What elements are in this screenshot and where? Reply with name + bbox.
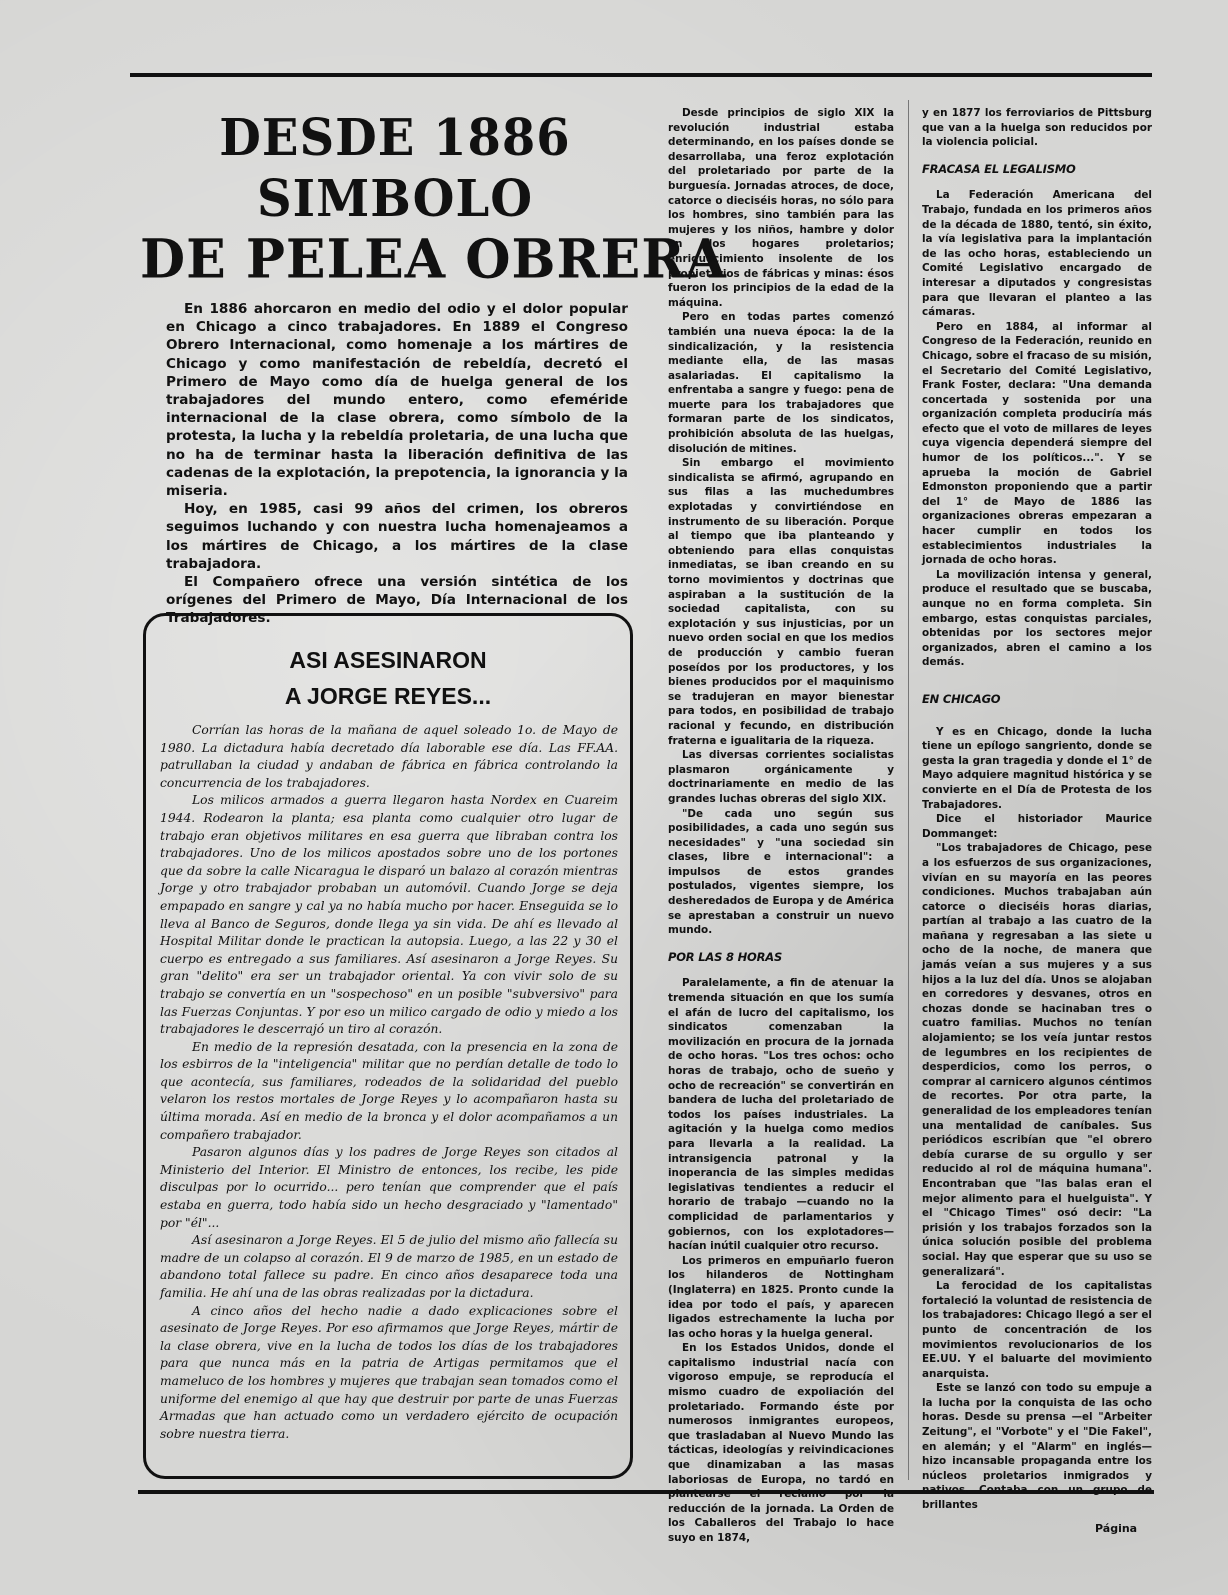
box-title: [143, 642, 633, 714]
column-divider: [908, 100, 909, 1480]
column-paragraph: Las diversas corrientes socialistas plasmaron orgánicamente y doctrinariamente en medio de las grandes luchas obreras del siglo XIX.: [668, 749, 894, 805]
section-heading: FRACASA EL LEGALISMO: [922, 161, 1076, 176]
headline-line: DESDE 1886: [219, 108, 571, 168]
headline-line: SIMBOLO: [256, 169, 534, 229]
column-paragraph: "De cada uno según sus posibilidades, a cada uno según sus necesidades" y "una sociedad sin clases, libre e internacional": a impulsos de estos grandes postulados, vigentes siempre, los desheredados de Europa y de América se aprestaban a construir un nuevo mundo.: [668, 807, 894, 937]
intro-paragraph: En 1886 ahorcaron en medio del odio y el dolor popular en Chicago a cinco trabajadores. En 1889 el Congreso Obrero Internacional, como homenaje a los mártires de Chicago y como manifestación de rebeldía, decretó el Primero de Mayo como día de huelga general de los trabajadores del mundo entero, como efeméride internacional de la clase obrera, como símbolo de la protesta, la lucha y la rebeldía proletaria, de una lucha que no ha de terminar hasta la liberación definitiva de las cadenas de la explotación, la prepotencia, la ignorancia y la miseria.: [166, 301, 628, 500]
column-paragraph: Pero en 1884, al informar al Congreso de la Federación, reunido en Chicago, sobre el fracaso de su misión, el Secretario del Comité Legislativo, Frank Foster, declara: "Una demanda concertada y sostenida por una organización completa produciría más efecto que el voto de millares de leyes cuya vigencia dependerá siempre del humor de los políticos...". Y se aprueba la moción de Gabriel Edmonston proponiendo que a partir del 1° de Mayo de 1886 las organizaciones obreras empezaran a hacer cumplir en todos los establecimientos industriales la jornada de ocho horas.: [922, 320, 1152, 567]
intro-paragraph: El Compañero ofrece una versión sintética de los orígenes del Primero de Mayo, Día Internacional de los Trabajadores.: [166, 574, 628, 627]
box-title-line: ASI ASESINARON: [289, 647, 487, 673]
column-paragraph: La movilización intensa y general, produce el resultado que se buscaba, aunque no en forma completa. Sin embargo, estas conquistas parciales, obtenidas por los sectores mejor organizados, abren el camino a los demás.: [922, 568, 1152, 669]
box-paragraph: A cinco años del hecho nadie a dado explicaciones sobre el asesinato de Jorge Reyes. Por eso afirmamos que Jorge Reyes, mártir de la clase obrera, vive en la lucha de todos los días de los trabajadores para que nunca más en la patria de Artigas permitamos que el mameluco de los hombres y mujeres que trabajan sean tomados como el uniforme del enemigo al que hay que destruir por parte de unas Fuerzas Armadas que han actuado como un verdadero ejército de ocupación sobre nuestra tierra.: [160, 1303, 618, 1441]
intro-lead: [166, 300, 628, 628]
article-column-2: [668, 106, 894, 1546]
section-heading: POR LAS 8 HORAS: [668, 949, 783, 964]
column-paragraph: Desde principios de siglo XIX la revolución industrial estaba determinando, en los países donde se desarrollaba, una feroz explotación del proletariado por parte de la burguesía. Jornadas atroces, de doce, catorce o dieciséis horas, no sólo para los hombres, sino también para las mujeres y los niños, hambre y dolor en los hogares proletarios; enriquecimiento insolente de los propietarios de fábricas y minas: ésos fueron los principios de la edad de la máquina.: [668, 107, 894, 309]
column-paragraph: Este se lanzó con todo su empuje a la lucha por la conquista de las ocho horas. Desde su prensa —el "Arbeiter Zeitung", el "Vorbote" y el "Die Fakel", en alemán; y el "Alarm" en inglés— hizo incansable propaganda entre los núcleos proletarios inmigrados y nativos. Contaba con un grupo de brillantes: [922, 1382, 1152, 1512]
box-paragraph: Los milicos armados a guerra llegaron hasta Nordex en Cuareim 1944. Rodearon la planta; esa planta como cualquier otro lugar de trabajo eran objetivos militares en esa guerra que libraban contra los trabajadores. Uno de los milicos apostados sobre uno de los portones que da sobre la calle Nicaragua le disparó un balazo al corazón mientras Jorge y otro trabajador probaban un automóvil. Cuando Jorge se deja empapado en sangre y cal ya no había mucho por hacer. Enseguida se lo lleva al Banco de Seguros, donde llega ya sin vida. De ahí es llevado al Hospital Militar donde le practican la autopsia. Luego, a las 22 y 30 el cuerpo es entregado a sus familiares. Así asesinaron a Jorge Reyes. Su gran "delito" era ser un trabajador oriental. Ya con vivir solo de su trabajo se convertía en un "sospechoso" en un posible "subversivo" para las Fuerzas Conjuntas. Y por eso un milico cargado de odio y miedo a los trabajadores le descerrajó un tiro al corazón.: [160, 793, 618, 1037]
column-paragraph: Los primeros en empuñarlo fueron los hilanderos de Nottingham (Inglaterra) en 1825. Pronto cunde la idea por todo el país, y aparecen ligados estrechamente la lucha por las ocho horas y la huelga general.: [668, 1254, 894, 1340]
box-paragraph: Así asesinaron a Jorge Reyes. El 5 de julio del mismo año fallecía su madre de un colapso al corazón. El 9 de marzo de 1985, en un estado de abandono total fallece su padre. En cinco años desaparece toda una familia. He ahí una de las obras realizadas por la dictadura.: [160, 1233, 618, 1300]
column-paragraph: "Los trabajadores de Chicago, pese a los esfuerzos de sus organizaciones, vivían en su mayoría en las peores condiciones. Muchos trabajaban aún catorce o dieciséis horas diarias, partían al trabajo a las cuatro de la mañana y regresaban a las siete u ocho de la noche, de manera que jamás veían a sus mujeres y a sus hijos a la luz del día. Unos se alojaban en corredores y desvanes, otros en chozas donde se hacinaban tres o cuatro familias. Muchos no tenían alojamiento; se los veía juntar restos de legumbres en los recipientes de desperdicios, como los perros, o comprar al carnicero algunos céntimos de recortes. Por otra parte, la generalidad de los empleadores tenían una mentalidad de caníbales. Sus periódicos escribían que "el obrero debía curarse de su orgullo y ser reducido al rol de máquina humana". Encontraban que "las balas eran el mejor alimento para el huelguista". Y el "Chicago Times" osó decir: "La prisión y los trabajos forzados son la única solución posible del problema social. Hay que esperar que su uso se generalizará".: [922, 842, 1152, 1278]
article-column-3: [922, 106, 1152, 1513]
box-article: [160, 722, 618, 1443]
box-paragraph: Pasaron algunos días y los padres de Jorge Reyes son citados al Ministerio del Interior. El Ministro de entonces, los recibe, les pide disculpas por lo ocurrido... pero tenían que comprender que el país estaba en guerra, todo había sido un hecho desgraciado y "lamentado" por "él"...: [160, 1145, 618, 1230]
page-number: Página: [1095, 1522, 1138, 1535]
column-paragraph: Dice el historiador Maurice Dommanget:: [922, 813, 1152, 840]
headline: [140, 108, 727, 292]
box-paragraph: En medio de la represión desatada, con la presencia en la zona de los esbirros de la "inteligencia" militar que no perdían detalle de todo lo que acontecía, sus familiares, rodeados de la solidaridad del pueblo velaron los restos mortales de Jorge Reyes y lo acompañaron hasta su última morada. Así en medio de la bronca y el dolor acompañamos a un compañero trabajador.: [160, 1039, 618, 1142]
column-paragraph: La Federación Americana del Trabajo, fundada en los primeros años de la década de 1880, tentó, sin éxito, la vía legislativa para la implantación de las ocho horas, estableciendo un Comité Legislativo encargado de interesar a diputados y congresistas para que llevaran el planteo a las cámaras.: [922, 189, 1152, 319]
section-heading: EN CHICAGO: [922, 691, 1001, 706]
intro-paragraph: Hoy, en 1985, casi 99 años del crimen, los obreros seguimos luchando y con nuestra lucha homenajeamos a los mártires de Chicago, a los mártires de la clase trabajadora.: [166, 501, 628, 572]
headline-line: DE PELEA OBRERA: [140, 227, 727, 292]
column-paragraph: Y es en Chicago, donde la lucha tiene un epílogo sangriento, donde se gesta la gran tragedia y donde el 1° de Mayo adquiere magnitud histórica y se convierte en el Día de Protesta de los Trabajadores.: [922, 725, 1152, 811]
column-paragraph: y en 1877 los ferroviarios de Pittsburg que van a la huelga son reducidos por la violencia policial.: [922, 107, 1152, 149]
column-paragraph: Pero en todas partes comenzó también una nueva época: la de la sindicalización, y la resistencia mediante ella, de las masas asalariadas. El capitalismo la enfrentaba a sangre y fuego: pena de muerte para los trabajadores que formaran parte de los sindicatos, prohibición absoluta de las huelgas, disolución de mitines.: [668, 311, 894, 455]
column-paragraph: La ferocidad de los capitalistas fortaleció la voluntad de resistencia de los trabajadores: Chicago llegó a ser el punto de concentración de los movimientos revolucionarios de los EE.UU. Y el baluarte del movimiento anarquista.: [922, 1280, 1152, 1380]
box-paragraph: Corrían las horas de la mañana de aquel soleado 1o. de Mayo de 1980. La dictadura había decretado día laborable ese día. Las FF.AA. patrullaban la ciudad y andaban de fábrica en fábrica controlando la concurrencia de los trabajadores.: [160, 723, 618, 790]
column-paragraph: Sin embargo el movimiento sindicalista se afirmó, agrupando en sus filas a las muchedumbres explotadas y convirtiéndose en instrumento de su liberación. Porque al tiempo que iba planteando y obteniendo para ellas conquistas inmediatas, se iban creando en su torno movimientos y doctrinas que aspiraban a la sustitución de la sociedad capitalista, con su explotación y sus injusticias, por un nuevo orden social en que los medios de producción y cambio fueran poseídos por los productores, y los bienes producidos por el maquinismo se tradujeran en mayor bienestar para todos, en posibilidad de trabajo racional y fecundo, en distribución fraterna e igualitaria de la riqueza.: [668, 457, 894, 747]
top-rule: [130, 73, 1152, 77]
column-paragraph: Paralelamente, a fin de atenuar la tremenda situación en que los sumía el afán de lucro del capitalismo, los sindicatos comenzaban la movilización en procura de la jornada de ocho horas. "Los tres ochos: ocho horas de trabajo, ocho de sueño y ocho de recreación" se convertirán en bandera de lucha del proletariado de todos los países industriales. La agitación y la huelga como medios para llevarla a la realidad. La intransigencia patronal y la inoperancia de las simples medidas legislativas tendientes a reducir el horario de trabajo —cuando no la complicidad de parlamentarios y gobiernos, con los explotadores— hacían inútil cualquier otro recurso.: [668, 977, 894, 1253]
box-title-line: A JORGE REYES...: [284, 683, 492, 709]
column-paragraph: En los Estados Unidos, donde el capitalismo industrial nacía con vigoroso empuje, se reproducía el mismo cuadro de expoliación del proletariado. Formando éste por numerosos inmigrantes europeos, que trasladaban al Nuevo Mundo las tácticas, ideologías y reivindicaciones que dinamizaban a las masas laboriosas de Europa, no tardó en plantearse el reclamo por la reducción de la jornada. La Orden de los Caballeros del Trabajo lo hace suyo en 1874,: [668, 1342, 894, 1544]
